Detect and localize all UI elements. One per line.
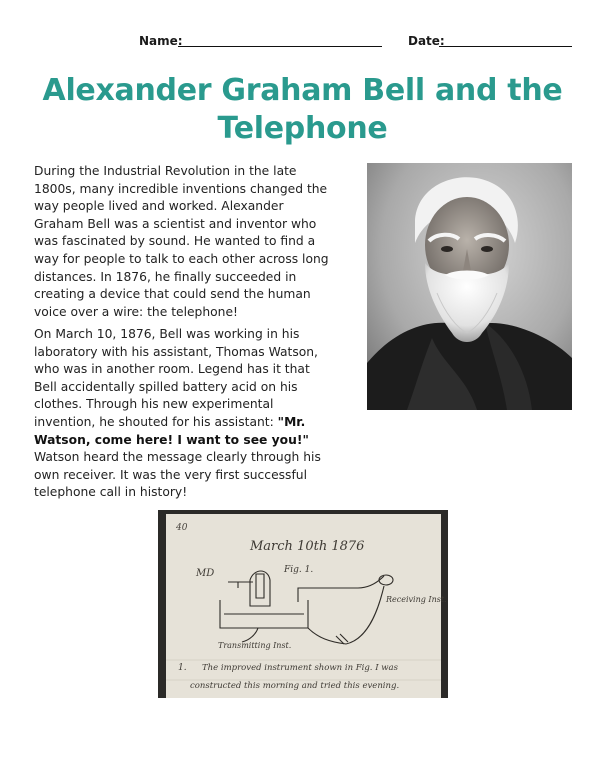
name-blank-line[interactable] <box>178 46 382 47</box>
notebook-date: March 10th 1876 <box>250 539 365 554</box>
paragraph-text-after-quote: Watson heard the message clearly through his own receiver. It was the very first successful telephone call in history! <box>34 450 321 500</box>
notebook-item-number: 1. <box>178 663 187 673</box>
notebook-line-2: constructed this morning and tried this evening. <box>190 681 400 691</box>
name-label: Name: <box>139 34 183 48</box>
title-line-2: Telephone <box>217 111 388 146</box>
notebook-receiving-label: Receiving Inst. <box>386 595 447 604</box>
page-title <box>30 72 575 148</box>
notebook-page-number: 40 <box>176 523 188 533</box>
bell-portrait-photo <box>367 163 572 410</box>
portrait-drawing <box>367 163 572 410</box>
famous-quote: "Mr. Watson, come here! I want to see you!" <box>34 414 309 447</box>
paragraph-first-call <box>34 326 336 502</box>
notebook-transmitting-label: Transmitting Inst. <box>218 641 292 650</box>
date-label: Date: <box>408 34 445 48</box>
notebook-fig-label: Fig. 1. <box>284 565 314 575</box>
title-line-1: Alexander Graham Bell and the <box>42 73 563 108</box>
notebook-drawing <box>158 510 448 698</box>
notebook-page-photo <box>158 510 448 698</box>
paragraph-intro: During the Industrial Revolution in the late 1800s, many incredible inventions changed the way people lived and worked. Alexander Graham Bell was a scientist and inventor who was fascinated by sound. He wanted to find a way for people to talk to each other across long distances. In 1876, he finally succeeded in creating a device that could send the human voice over a wire: the telephone! <box>34 164 329 319</box>
date-blank-line[interactable] <box>439 46 572 47</box>
notebook-line-1: The improved instrument shown in Fig. I was <box>202 663 398 673</box>
name-date-header <box>0 32 605 52</box>
notebook-label-md: MD <box>196 568 215 579</box>
paragraph-text-before-quote: On March 10, 1876, Bell was working in his laboratory with his assistant, Thomas Watson, who was in another room. Legend has it that Bell accidentally spilled battery acid on his clothes. Through his new experimental invention, he shouted for his assistant: <box>34 327 318 429</box>
